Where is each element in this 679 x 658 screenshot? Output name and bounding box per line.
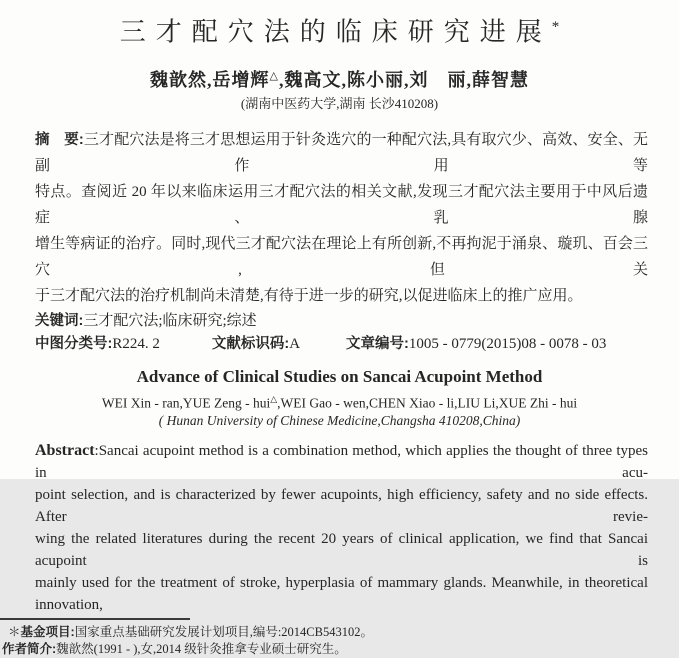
english-abstract-label: Abstract [35, 442, 95, 460]
fund-footnote [8, 624, 679, 641]
english-title: Advance of Clinical Studies on Sancai Acupoint Method [136, 366, 543, 386]
doc-code-segment [212, 334, 300, 354]
article-id-label: 文章编号: [346, 335, 409, 352]
english-affiliation-line: ( Hunan University of Chinese Medicine,Changsha 410208,China) [158, 413, 521, 429]
english-abstract-line: mainly used for the treatment of stroke, hyperplasia of mammary glands. Meanwhile, in theoretical innovation, [35, 575, 648, 614]
doc-code-label: 文献标识码: [211, 335, 290, 352]
abstract-line: 特点。查阅近 20 年以来临床运用三才配穴法的相关文献,发现三才配穴法主要用于中风后遗症、乳腺 [35, 183, 648, 226]
clc-segment [35, 334, 160, 354]
english-abstract-line: point selection, and is characterized by fewer acupoints, high efficiency, safety and no side effects. After revie- [35, 487, 648, 526]
abstract-line [35, 127, 648, 179]
english-abstract-text: :Sancai acupoint method is a combination method, which applies the thought of three types in acu- [35, 443, 648, 482]
english-abstract-line [35, 440, 648, 484]
english-authors-part2: ,WEI Gao - wen,CHEN Xiao - li,LIU Li,XUE Zhi - hui [277, 395, 578, 411]
authors-line [0, 64, 679, 92]
footnote-divider [0, 618, 190, 620]
fund-text: 国家重点基础研究发展计划项目,编号:2014CB543102。 [74, 625, 373, 640]
bio-label: 作者简介: [2, 642, 57, 657]
clc-value: R224. 2 [112, 335, 160, 352]
english-authors-part1: WEI Xin - ran,YUE Zeng - hui [101, 395, 271, 411]
page-title [0, 10, 679, 50]
english-authors-line [0, 390, 679, 413]
fund-marker: ＊ [8, 625, 21, 640]
abstract-line: 于三才配穴法的治疗机制尚未清楚,有待于进一步的研究,以促进临床上的推广应用。 [35, 287, 583, 304]
page-title-text: 三才配穴法的临床研究进展 [119, 17, 552, 47]
abstract-label: 摘 要: [35, 131, 84, 148]
affiliation-line: (湖南中医药大学,湖南 长沙410208) [240, 95, 439, 111]
authors-part1: 魏歆然,岳增辉 [150, 69, 270, 90]
title-footnote-marker: * [551, 19, 560, 35]
classification-line [35, 334, 648, 354]
article-id-value: 1005 - 0779(2015)08 - 0078 - 03 [408, 335, 607, 352]
authors-part2: ,魏高文,陈小丽,刘 丽,薛智慧 [278, 69, 529, 90]
english-corresponding-author-marker: △ [270, 393, 278, 404]
english-abstract [35, 440, 648, 616]
keywords-label: 关键词: [35, 312, 84, 329]
keywords-text: 三才配穴法;临床研究;综述 [83, 312, 257, 329]
abstract-line: 增生等病证的治疗。同时,现代三才配穴法在理论上有所创新,不再拘泥于涌泉、璇玑、百会三穴,但关 [35, 235, 648, 278]
chinese-abstract [35, 127, 648, 309]
english-abstract-line: wing the related literatures during the recent 20 years of clinical application, we find that Sancai acupoint is [35, 531, 648, 570]
clc-label: 中图分类号: [35, 335, 113, 352]
corresponding-author-marker: △ [269, 69, 279, 82]
abstract-text: 三才配穴法是将三才思想运用于针灸选穴的一种配穴法,具有取穴少、高效、安全、无副作用等 [35, 131, 648, 174]
keywords-line [35, 311, 648, 332]
author-bio-footnote [2, 641, 679, 658]
article-id-segment [346, 334, 606, 354]
doc-code-value: A [289, 335, 301, 352]
fund-label: 基金项目: [20, 625, 75, 640]
bio-text: 魏歆然(1991 - ),女,2014 级针灸推拿专业硕士研究生。 [56, 642, 347, 657]
